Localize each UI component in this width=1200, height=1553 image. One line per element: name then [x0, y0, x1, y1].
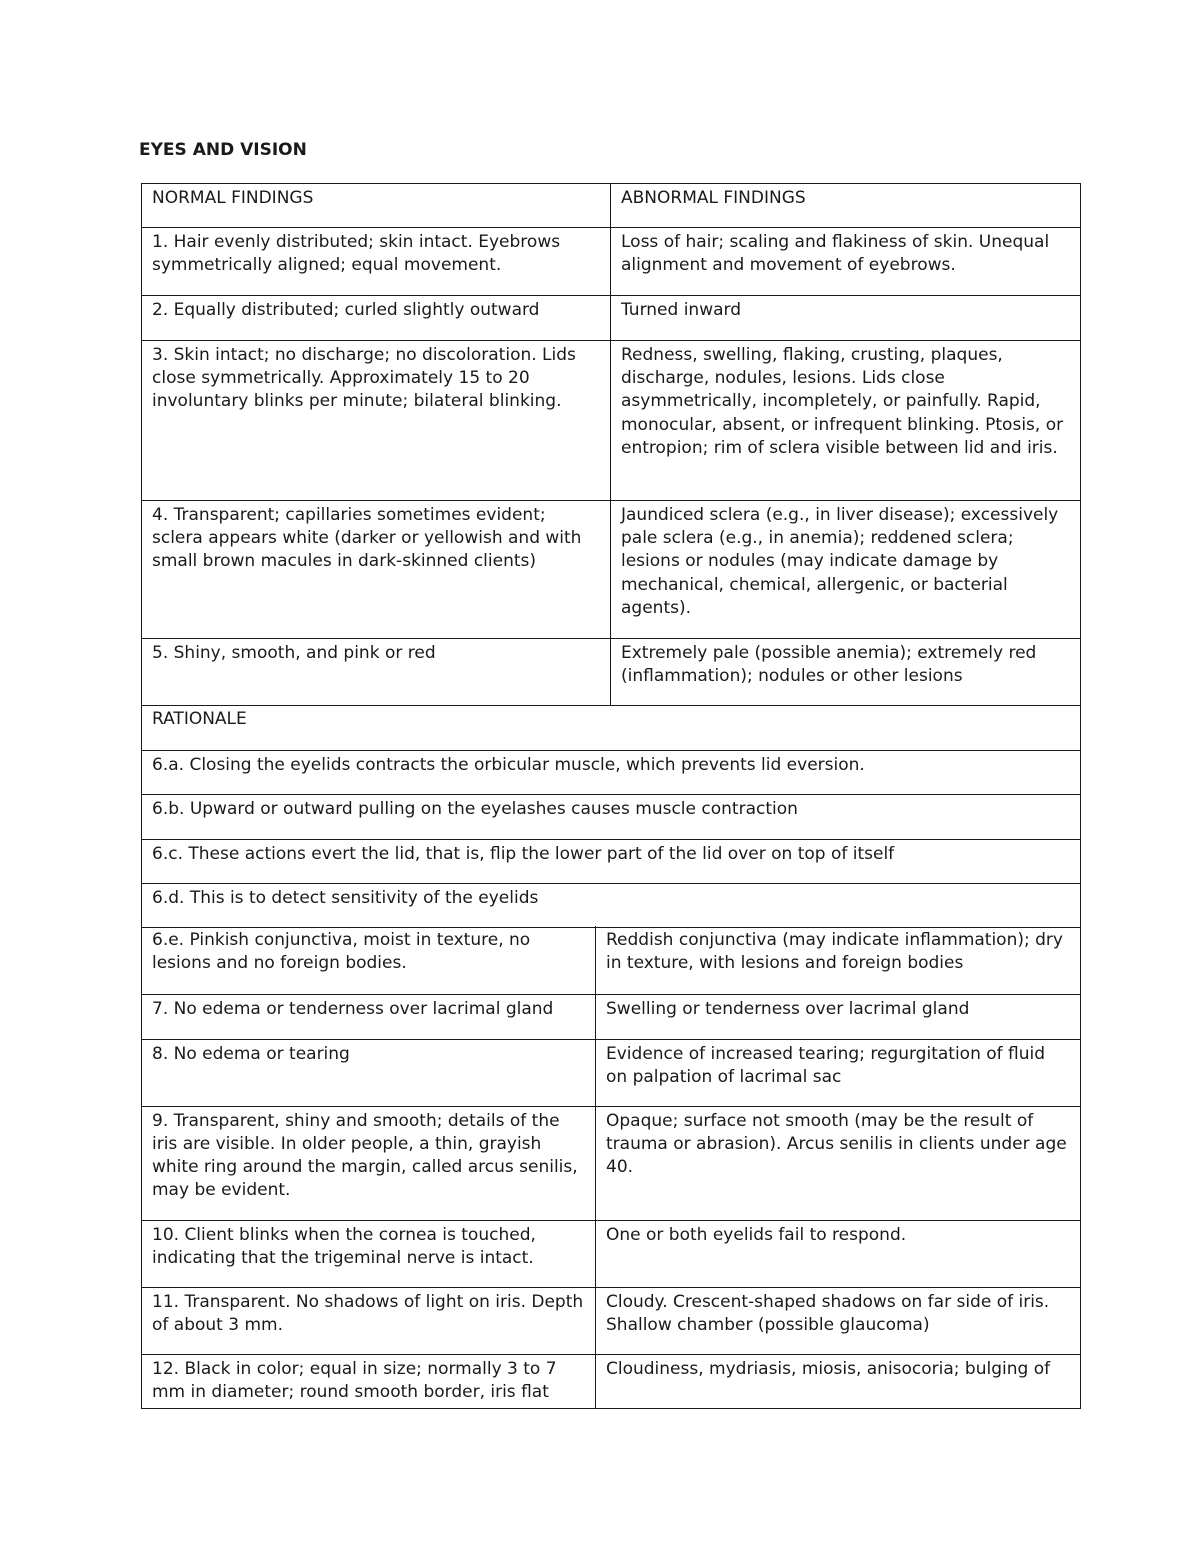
rationale-cell: 6.b. Upward or outward pulling on the eyelashes causes muscle contraction: [142, 794, 1081, 839]
table-row: [142, 1106, 1081, 1220]
table-row: [142, 501, 1081, 639]
table-row: [142, 1354, 1081, 1408]
findings-table-1: [141, 183, 1081, 706]
rationale-row: [142, 883, 1081, 927]
normal-cell: 9. Transparent, shiny and smooth; details of the iris are visible. In older people, a thin, grayish white ring around the margin, called arcus senilis, may be evident.: [142, 1106, 596, 1220]
abnormal-cell: Loss of hair; scaling and flakiness of skin. Unequal alignment and movement of eyebrows.: [611, 228, 1081, 296]
abnormal-cell: Jaundiced sclera (e.g., in liver disease); excessively pale sclera (e.g., in anemia); reddened sclera; lesions or nodules (may indicate damage by mechanical, chemical, allergenic, or bacterial agents).: [611, 501, 1081, 639]
rationale-header: RATIONALE: [142, 705, 1081, 750]
abnormal-cell: Cloudy. Crescent-shaped shadows on far side of iris. Shallow chamber (possible glaucoma): [596, 1287, 1081, 1354]
abnormal-cell: Reddish conjunctiva (may indicate inflammation); dry in texture, with lesions and foreign bodies: [596, 926, 1081, 994]
abnormal-cell: Swelling or tenderness over lacrimal gland: [596, 994, 1081, 1039]
table-row: [142, 1287, 1081, 1354]
table-row: [142, 926, 1081, 994]
rationale-cell: 6.a. Closing the eyelids contracts the orbicular muscle, which prevents lid eversion.: [142, 750, 1081, 794]
abnormal-cell: Extremely pale (possible anemia); extremely red (inflammation); nodules or other lesions: [611, 639, 1081, 706]
normal-cell: 10. Client blinks when the cornea is touched, indicating that the trigeminal nerve is intact.: [142, 1220, 596, 1287]
normal-cell: 8. No edema or tearing: [142, 1039, 596, 1106]
normal-cell: 12. Black in color; equal in size; normally 3 to 7 mm in diameter; round smooth border, iris flat: [142, 1354, 596, 1408]
abnormal-cell: One or both eyelids fail to respond.: [596, 1220, 1081, 1287]
normal-cell: 2. Equally distributed; curled slightly outward: [142, 296, 611, 341]
table-row: [142, 1220, 1081, 1287]
abnormal-cell: Redness, swelling, flaking, crusting, plaques, discharge, nodules, lesions. Lids close asymmetrically, incompletely, or painfully. Rapid, monocular, absent, or infrequent blinking. Ptosis, or entropion; rim of sclera visible between lid and iris.: [611, 341, 1081, 501]
normal-cell: 5. Shiny, smooth, and pink or red: [142, 639, 611, 706]
table-row: [142, 994, 1081, 1039]
normal-cell: 11. Transparent. No shadows of light on iris. Depth of about 3 mm.: [142, 1287, 596, 1354]
table-header-row: [142, 184, 1081, 228]
rationale-row: [142, 839, 1081, 883]
abnormal-cell: Opaque; surface not smooth (may be the result of trauma or abrasion). Arcus senilis in clients under age 40.: [596, 1106, 1081, 1220]
normal-cell: 6.e. Pinkish conjunctiva, moist in texture, no lesions and no foreign bodies.: [142, 926, 596, 994]
normal-cell: 4. Transparent; capillaries sometimes evident; sclera appears white (darker or yellowish and with small brown macules in dark-skinned clients): [142, 501, 611, 639]
abnormal-cell: Turned inward: [611, 296, 1081, 341]
table-row: [142, 639, 1081, 706]
rationale-cell: 6.c. These actions evert the lid, that is, flip the lower part of the lid over on top of itself: [142, 839, 1081, 883]
header-abnormal-findings: ABNORMAL FINDINGS: [611, 184, 1081, 228]
table-row: [142, 1039, 1081, 1106]
table-row: [142, 228, 1081, 296]
abnormal-cell: Cloudiness, mydriasis, miosis, anisocoria; bulging of: [596, 1354, 1081, 1408]
rationale-table: [141, 705, 1081, 928]
rationale-row: [142, 750, 1081, 794]
rationale-header-row: [142, 705, 1081, 750]
rationale-row: [142, 794, 1081, 839]
table-row: [142, 296, 1081, 341]
header-normal-findings: NORMAL FINDINGS: [142, 184, 611, 228]
abnormal-cell: Evidence of increased tearing; regurgitation of fluid on palpation of lacrimal sac: [596, 1039, 1081, 1106]
rationale-cell: 6.d. This is to detect sensitivity of the eyelids: [142, 883, 1081, 927]
findings-table-2: [141, 926, 1081, 1409]
normal-cell: 1. Hair evenly distributed; skin intact. Eyebrows symmetrically aligned; equal movement.: [142, 228, 611, 296]
normal-cell: 7. No edema or tenderness over lacrimal gland: [142, 994, 596, 1039]
normal-cell: 3. Skin intact; no discharge; no discoloration. Lids close symmetrically. Approximately 15 to 20 involuntary blinks per minute; bilateral blinking.: [142, 341, 611, 501]
page-title: EYES AND VISION: [139, 140, 307, 160]
table-row: [142, 341, 1081, 501]
